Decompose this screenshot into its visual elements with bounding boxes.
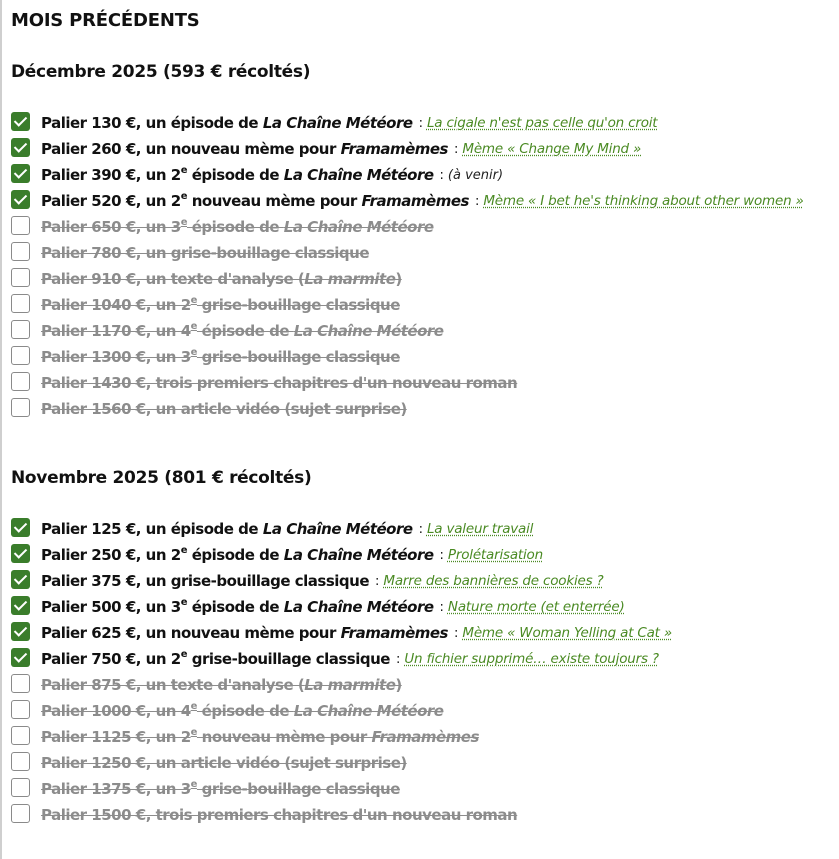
tier-item xyxy=(11,344,804,370)
checkbox-empty-icon[interactable] xyxy=(11,294,30,313)
month-heading-december: Décembre 2025 (593 € récoltés) xyxy=(11,62,311,82)
tier-result-link[interactable]: Nature morte (et enterrée) xyxy=(447,599,625,615)
tier-item xyxy=(11,240,804,266)
tier-result-link[interactable]: La cigale n'est pas celle qu'on croit xyxy=(426,115,658,131)
tier-item xyxy=(11,396,804,422)
tier-item xyxy=(11,266,804,292)
checkbox-empty-icon[interactable] xyxy=(11,320,30,339)
tier-item xyxy=(11,214,804,240)
tier-result-link[interactable]: La valeur travail xyxy=(426,521,534,537)
tier-item xyxy=(11,620,672,646)
tier-label: Palier 1560 €, un article vidéo (sujet surprise) xyxy=(41,400,407,418)
checkbox-empty-icon[interactable] xyxy=(11,752,30,771)
tier-item xyxy=(11,724,672,750)
checkbox-empty-icon[interactable] xyxy=(11,216,30,235)
checkbox-empty-icon[interactable] xyxy=(11,268,30,287)
tier-item xyxy=(11,292,804,318)
tier-item xyxy=(11,318,804,344)
separator: : xyxy=(418,115,423,131)
tier-list-december xyxy=(11,110,804,422)
tier-result-link[interactable]: Mème « I bet he's thinking about other women » xyxy=(483,193,804,209)
checkbox-checked-icon[interactable] xyxy=(11,112,30,131)
tier-result-link[interactable]: Mème « Change My Mind » xyxy=(462,141,642,157)
tier-item xyxy=(11,802,672,828)
tier-label: Palier 1170 €, un 4e épisode de La Chaîne Météore xyxy=(41,321,444,340)
checkbox-empty-icon[interactable] xyxy=(11,700,30,719)
month-heading-november: Novembre 2025 (801 € récoltés) xyxy=(11,468,312,488)
separator: : xyxy=(453,141,459,157)
checkbox-empty-icon[interactable] xyxy=(11,346,30,365)
tier-label: Palier 1300 €, un 3e grise-bouillage classique xyxy=(41,347,400,366)
checkbox-checked-icon[interactable] xyxy=(11,164,30,183)
tier-label: Palier 780 €, un grise-bouillage classique xyxy=(41,244,370,262)
tier-result-link[interactable]: Prolétarisation xyxy=(447,547,543,563)
tier-label: Palier 910 €, un texte d'analyse (La marmite) xyxy=(41,270,402,288)
tier-pending-note: (à venir) xyxy=(447,167,504,183)
tier-label: Palier 1250 €, un article vidéo (sujet surprise) xyxy=(41,754,407,772)
tier-label: Palier 125 €, un épisode de La Chaîne Météore xyxy=(41,520,413,538)
checkbox-checked-icon[interactable] xyxy=(11,190,30,209)
tier-item xyxy=(11,136,804,162)
checkbox-empty-icon[interactable] xyxy=(11,398,30,417)
tier-result-link[interactable]: Marre des bannières de cookies ? xyxy=(383,573,604,589)
tier-item xyxy=(11,646,672,672)
tier-item xyxy=(11,750,672,776)
checkbox-checked-icon[interactable] xyxy=(11,138,30,157)
tier-label: Palier 1000 €, un 4e épisode de La Chaîne Météore xyxy=(41,701,444,720)
tier-label: Palier 875 €, un texte d'analyse (La marmite) xyxy=(41,676,402,694)
checkbox-checked-icon[interactable] xyxy=(11,648,30,667)
tier-result-link[interactable]: Mème « Woman Yelling at Cat » xyxy=(462,625,672,641)
tier-item xyxy=(11,162,804,188)
checkbox-checked-icon[interactable] xyxy=(11,596,30,615)
tier-item xyxy=(11,776,672,802)
tier-item xyxy=(11,594,672,620)
tier-label: Palier 1375 €, un 3e grise-bouillage classique xyxy=(41,779,400,798)
checkbox-empty-icon[interactable] xyxy=(11,372,30,391)
left-border xyxy=(0,0,2,859)
separator: : xyxy=(453,625,459,641)
checkbox-empty-icon[interactable] xyxy=(11,674,30,693)
tier-label: Palier 250 €, un 2e épisode de La Chaîne Météore xyxy=(41,545,434,564)
checkbox-checked-icon[interactable] xyxy=(11,544,30,563)
separator: : xyxy=(418,521,423,537)
tier-item xyxy=(11,698,672,724)
tier-label: Palier 130 €, un épisode de La Chaîne Météore xyxy=(41,114,413,132)
separator: : xyxy=(439,547,444,563)
tier-label: Palier 625 €, un nouveau mème pour Framamèmes xyxy=(41,624,448,642)
separator: : xyxy=(439,167,444,183)
separator: : xyxy=(439,599,444,615)
tier-label: Palier 1125 €, un 2e nouveau mème pour Framamèmes xyxy=(41,727,479,746)
tier-label: Palier 1430 €, trois premiers chapitres d'un nouveau roman xyxy=(41,374,518,392)
checkbox-empty-icon[interactable] xyxy=(11,804,30,823)
tier-label: Palier 520 €, un 2e nouveau mème pour Framamèmes xyxy=(41,191,469,210)
tier-label: Palier 375 €, un grise-bouillage classique xyxy=(41,572,370,590)
tier-item xyxy=(11,672,672,698)
checkbox-empty-icon[interactable] xyxy=(11,242,30,261)
checkbox-checked-icon[interactable] xyxy=(11,622,30,641)
tier-label: Palier 500 €, un 3e épisode de La Chaîne Météore xyxy=(41,597,434,616)
tier-item xyxy=(11,516,672,542)
tier-result-link[interactable]: Un fichier supprimé… existe toujours ? xyxy=(404,651,659,667)
tier-item xyxy=(11,568,672,594)
separator: : xyxy=(474,193,480,209)
tier-list-november xyxy=(11,516,672,828)
tier-label: Palier 1500 €, trois premiers chapitres d'un nouveau roman xyxy=(41,806,518,824)
checkbox-checked-icon[interactable] xyxy=(11,518,30,537)
tier-label: Palier 1040 €, un 2e grise-bouillage classique xyxy=(41,295,400,314)
tier-item xyxy=(11,370,804,396)
checkbox-checked-icon[interactable] xyxy=(11,570,30,589)
section-title: MOIS PRÉCÉDENTS xyxy=(11,10,200,31)
separator: : xyxy=(375,573,380,589)
tier-label: Palier 390 €, un 2e épisode de La Chaîne Météore xyxy=(41,165,434,184)
tier-label: Palier 750 €, un 2e grise-bouillage classique xyxy=(41,649,390,668)
tier-label: Palier 650 €, un 3e épisode de La Chaîne Météore xyxy=(41,217,434,236)
tier-item xyxy=(11,542,672,568)
separator: : xyxy=(395,651,401,667)
checkbox-empty-icon[interactable] xyxy=(11,726,30,745)
tier-label: Palier 260 €, un nouveau mème pour Framamèmes xyxy=(41,140,448,158)
tier-item xyxy=(11,188,804,214)
tier-item xyxy=(11,110,804,136)
checkbox-empty-icon[interactable] xyxy=(11,778,30,797)
